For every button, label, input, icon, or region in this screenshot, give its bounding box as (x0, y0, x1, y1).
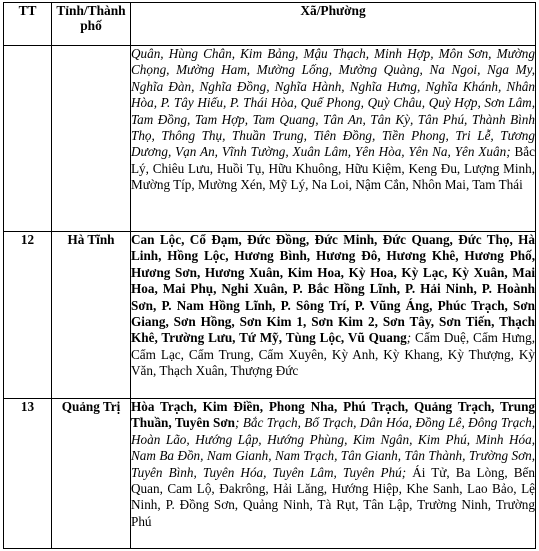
wards-segment: ; Bắc Trạch, Bố Trạch, Dân Hóa, Đồng Lê, Đông Trạch, Hoàn Lão, Hướng Lập, Hướng Phùng, Kim Ngân, Kim Phú, Minh Hóa, Nam Ba Đồn, Nam Gianh, Nam Trạch, Tân Gianh, Tân Thành, Trường Sơn, Tuyên Bình, Tuyên Hóa, Tuyên Lâm, Tuyên Phú; (131, 415, 535, 480)
row-province: Hà Tĩnh (52, 232, 131, 399)
table-header-row (4, 3, 536, 46)
table-row (4, 399, 536, 549)
wards-segment: Cẩm Duệ, Cẩm Hưng, Cẩm Lạc, Cẩm Trung, Cẩm Xuyên, Kỳ Anh, Kỳ Khang, Kỳ Thượng, Kỳ Văn, Thạch Xuân, Thượng Đức (131, 330, 535, 379)
wards-table (3, 2, 536, 549)
header-wards: Xã/Phường (131, 3, 536, 46)
table-row (4, 46, 536, 232)
wards-segment: Can Lộc, Cổ Đạm, Đức Đồng, Đức Minh, Đức Quang, Đức Thọ, Hà Linh, Hồng Lộc, Hương Bình, Hương Đô, Hương Khê, Hương Phố, Hương Sơn, Hương Xuân, Kim Hoa, Kỳ Hoa, Kỳ Lạc, Kỳ Xuân, Mai Hoa, Mai Phụ, Nghi Xuân, P. Bắc Hồng Lĩnh, P. Hải Ninh, P. Hoành Sơn, P. Nam Hồng Lĩnh, P. Sông Trí, P. Vũng Áng, Phúc Trạch, Sơn Giang, Sơn Hồng, Sơn Kim 1, Sơn Kim 2, Sơn Tây, Sơn Tiến, Thạch Khê, Trường Lưu, Tứ Mỹ, Tùng Lộc, Vũ Quang (131, 232, 535, 346)
row-wards (131, 232, 536, 399)
row-wards (131, 46, 536, 232)
header-tt: TT (4, 3, 52, 46)
row-province: Quảng Trị (52, 399, 131, 549)
wards-segment: Quân, Hùng Chân, Kim Bảng, Mậu Thạch, Minh Hợp, Môn Sơn, Mường Chọng, Mường Ham, Mường Lống, Mường Quàng, Na Ngoi, Nga My, Nghĩa Đàn, Nghĩa Đồng, Nghĩa Hành, Nghĩa Hưng, Nghĩa Khánh, Nhân Hòa, P. Tây Hiếu, P. Thái Hòa, Quế Phong, Quỳ Châu, Quỳ Hợp, Sơn Lâm, Tam Đồng, Tam Hợp, Tam Quang, Tân An, Tân Kỳ, Tân Phú, Thành Bình Thọ, Thông Thụ, Thuần Trung, Tiên Đồng, Tiền Phong, Tri Lễ, Tương Dương, Vạn An, Vĩnh Tường, Xuân Lâm, Yên Hòa, Yên Na, Yên Xuân; (131, 46, 535, 160)
wards-segment: ; (406, 330, 412, 346)
table-row (4, 232, 536, 399)
wards-segment: Ái Tử, Ba Lòng, Bến Quan, Cam Lộ, Đakrông, Hải Lăng, Hướng Hiệp, Khe Sanh, Lao Bảo, Lệ Ninh, P. Đồng Sơn, Quảng Ninh, Tà Rụt, Tân Lập, Trường Ninh, Trường Phú (131, 464, 535, 529)
wards-segment: Hòa Trạch, Kim Điền, Phong Nha, Phú Trạch, Quảng Trạch, Trung Thuần, Tuyên Sơn (131, 399, 535, 431)
header-province: Tỉnh/Thành phố (52, 3, 131, 46)
row-tt (4, 46, 52, 232)
row-province (52, 46, 131, 232)
row-tt: 12 (4, 232, 52, 399)
row-tt: 13 (4, 399, 52, 549)
row-wards (131, 399, 536, 549)
wards-segment: Bắc Lý, Chiêu Lưu, Huồi Tụ, Hữu Khuông, Hữu Kiệm, Keng Đu, Lượng Minh, Mường Típ, Mường Xén, Mỹ Lý, Na Loi, Nậm Cắn, Nhôn Mai, Tam Thái (131, 144, 535, 193)
